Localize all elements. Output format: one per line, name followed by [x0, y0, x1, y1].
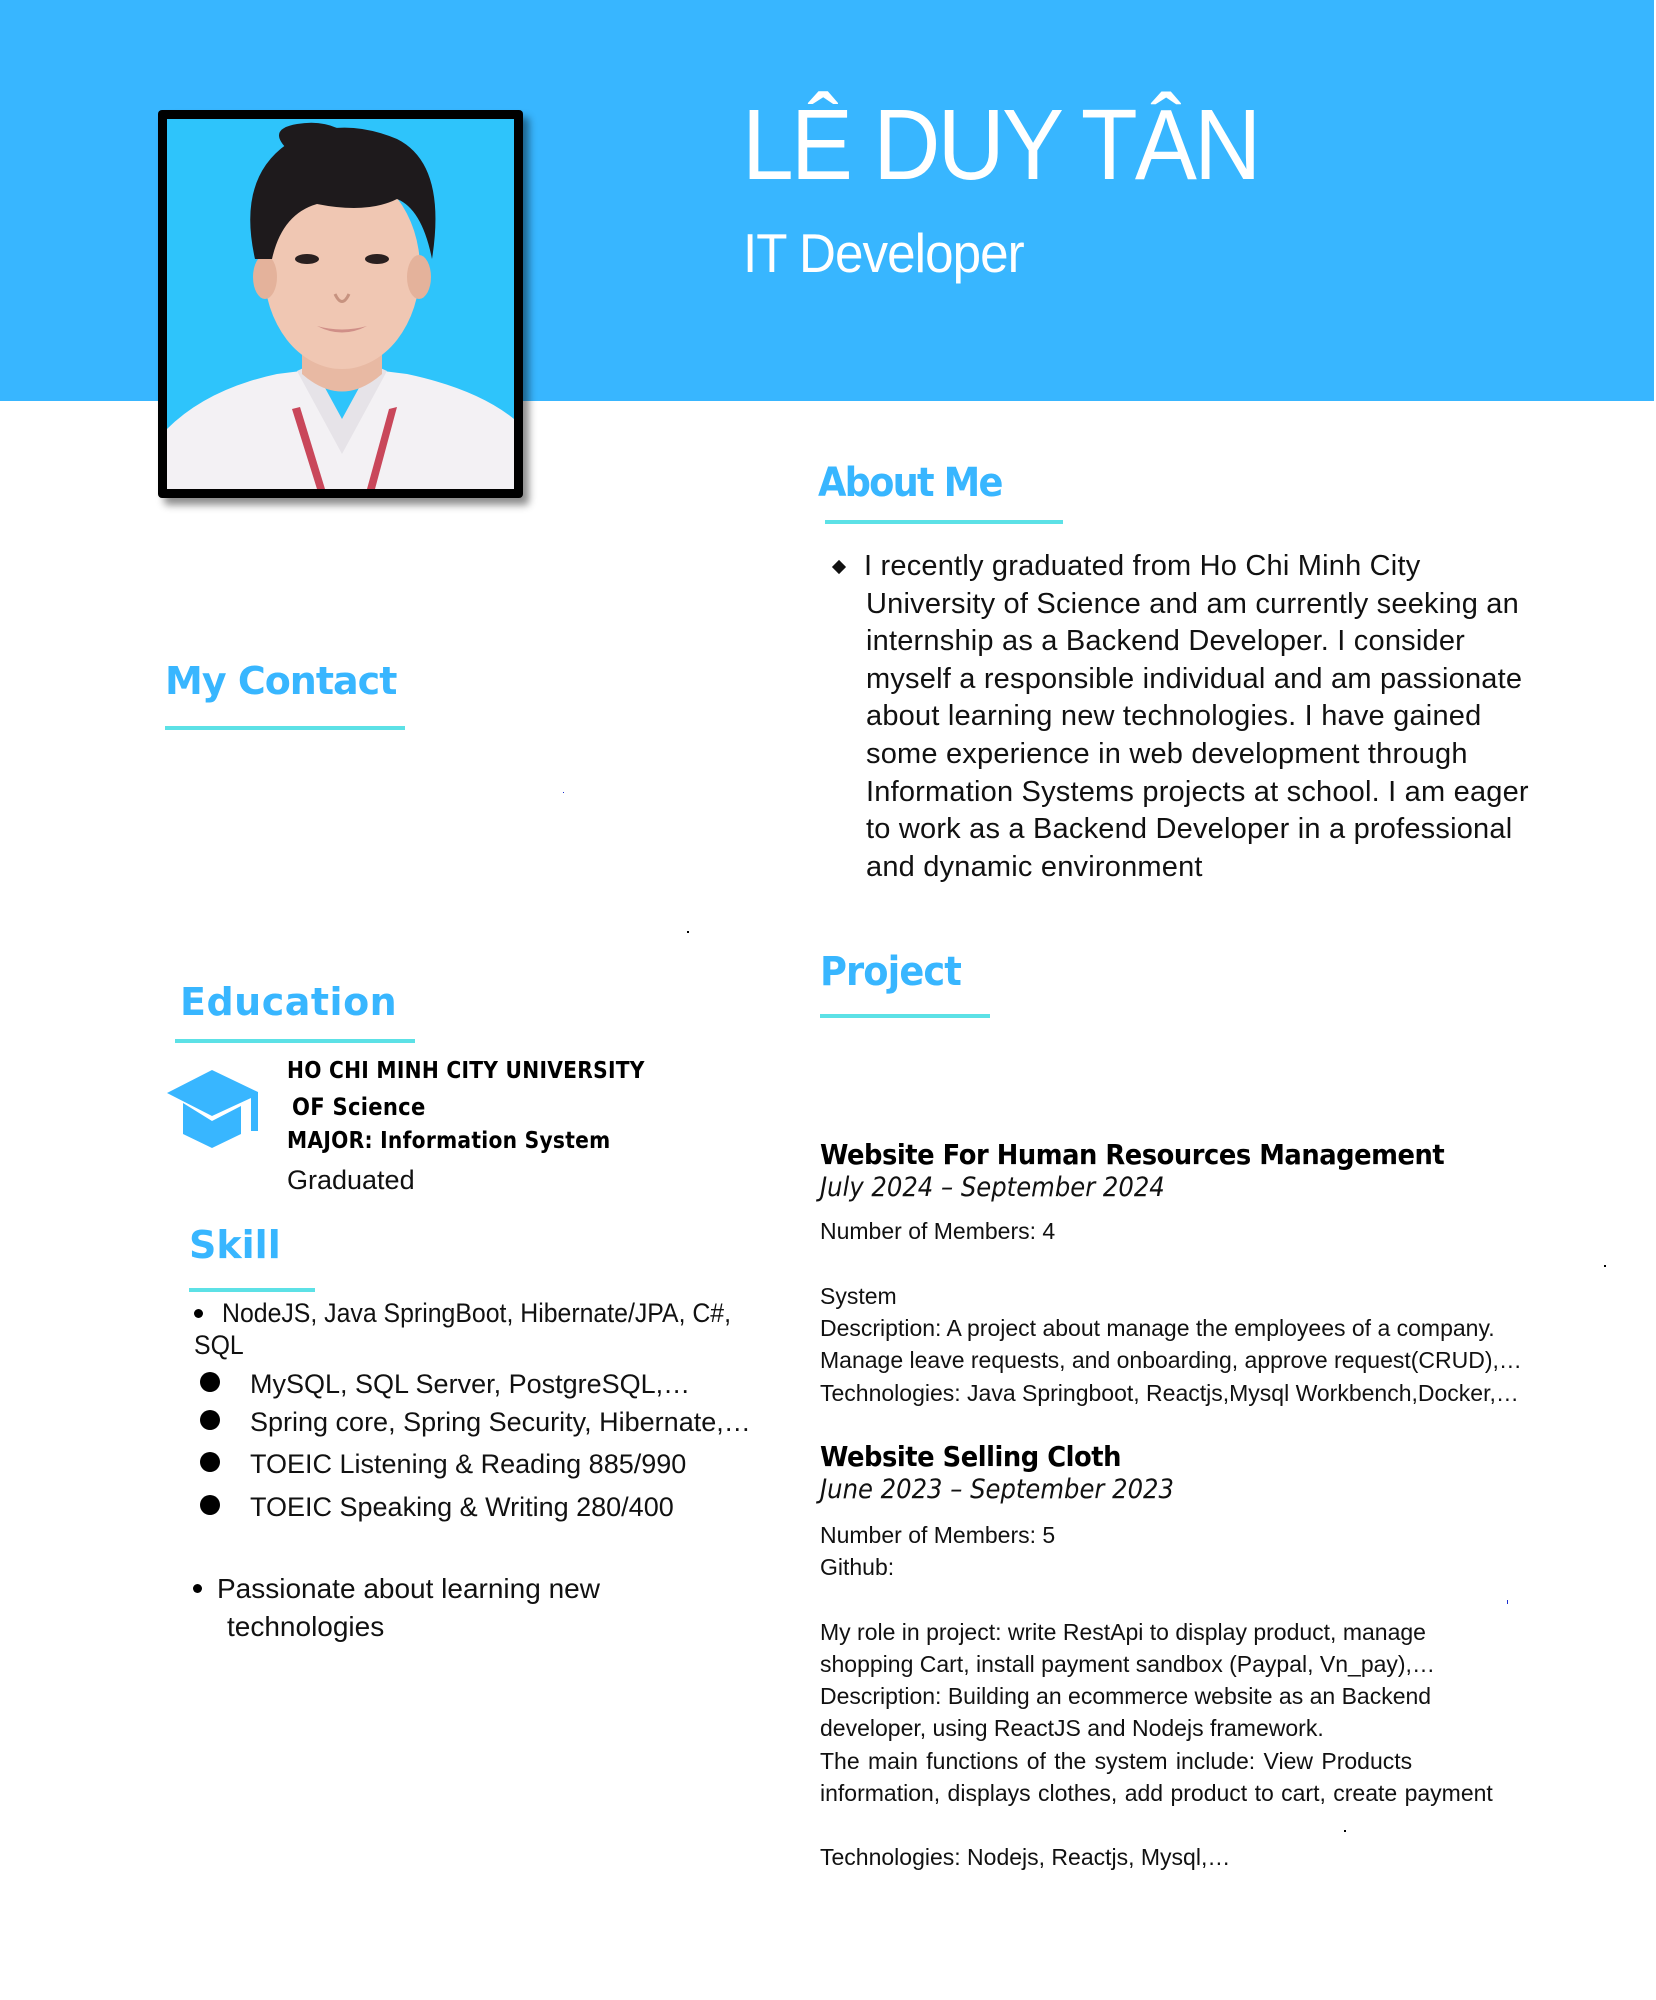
graduation-cap-icon [165, 1068, 260, 1150]
profile-photo [167, 119, 514, 489]
skill-extra: Passionate about learning new [217, 1573, 600, 1604]
graduation-status: Graduated [287, 1165, 415, 1195]
project-date: June 2023 – September 2023 [820, 1474, 1174, 1505]
about-underline [825, 520, 1063, 524]
about-line: to work as a Backend Developer in a professional [866, 813, 1513, 846]
about-heading: About Me [818, 460, 1002, 506]
skill-item: TOEIC Speaking & Writing 280/400 [250, 1492, 674, 1522]
candidate-name: LÊ DUY TÂN [742, 89, 1259, 201]
stray-mark [563, 792, 564, 793]
major: MAJOR: Information System [287, 1128, 611, 1154]
project-detail: My role in project: write RestApi to display product, manage [820, 1619, 1426, 1645]
bullet-icon [200, 1452, 220, 1472]
about-line: internship as a Backend Developer. I consider [866, 625, 1466, 658]
stray-mark [1344, 1830, 1346, 1832]
project-heading: Project [820, 949, 961, 995]
bullet-icon [200, 1495, 220, 1515]
project-detail: information, displays clothes, add product to cart, create payment [820, 1780, 1493, 1806]
project-title: Website For Human Resources Management [820, 1138, 1445, 1171]
bullet-icon [200, 1372, 220, 1392]
project-detail: developer, using ReactJS and Nodejs framework. [820, 1715, 1324, 1741]
about-line: and dynamic environment [866, 850, 1203, 883]
project-title: Website Selling Cloth [820, 1440, 1122, 1473]
school-name-line2: OF Science [292, 1093, 426, 1121]
project-detail: Manage leave requests, and onboarding, approve request(CRUD),… [820, 1347, 1522, 1373]
project-detail: The main functions of the system include: View Products [820, 1748, 1413, 1774]
contact-underline [165, 726, 405, 730]
education-heading: Education [180, 980, 398, 1024]
project-detail: Description: Building an ecommerce website as an Backend [820, 1683, 1432, 1709]
education-underline [175, 1039, 415, 1043]
stray-mark [1507, 1600, 1508, 1604]
skill-extra-continued: technologies [227, 1611, 385, 1642]
skill-heading: Skill [189, 1223, 281, 1267]
skill-item: NodeJS, Java SpringBoot, Hibernate/JPA, C#, [222, 1298, 732, 1328]
project-detail: Description: A project about manage the employees of a company. [820, 1315, 1495, 1341]
bullet-icon [193, 1584, 202, 1593]
person-portrait-icon [167, 119, 514, 489]
project-members: Number of Members: 5 [820, 1522, 1056, 1548]
school-name-line1: HO CHI MINH CITY UNIVERSITY [287, 1058, 645, 1084]
skill-item-continued: SQL [194, 1330, 244, 1360]
project-detail: Technologies: Java Springboot, Reactjs,Mysql Workbench,Docker,… [820, 1380, 1519, 1406]
project-underline [820, 1014, 990, 1018]
profile-photo-frame [158, 110, 523, 498]
skill-underline [189, 1288, 315, 1292]
job-title: IT Developer [743, 222, 1024, 284]
about-line: University of Science and am currently seeking an [866, 587, 1519, 620]
about-line: some experience in web development through [866, 737, 1468, 770]
about-line: I recently graduated from Ho Chi Minh City [864, 550, 1421, 582]
skill-item: TOEIC Listening & Reading 885/990 [250, 1449, 687, 1479]
project-github-label: Github: [820, 1554, 895, 1580]
bullet-icon [200, 1410, 220, 1430]
skill-item: Spring core, Spring Security, Hibernate,… [250, 1407, 751, 1437]
stray-mark [687, 931, 689, 933]
bullet-icon [194, 1309, 203, 1318]
about-line: about learning new technologies. I have gained [866, 700, 1482, 733]
about-paragraph [866, 548, 1626, 886]
skill-item: MySQL, SQL Server, PostgreSQL,… [250, 1369, 691, 1399]
about-bullet-icon [832, 560, 846, 574]
stray-mark [1604, 1265, 1606, 1267]
project-technologies: Technologies: Nodejs, Reactjs, Mysql,… [820, 1844, 1231, 1870]
project-detail: shopping Cart, install payment sandbox (Paypal, Vn_pay),… [820, 1651, 1435, 1677]
project-date: July 2024 – September 2024 [820, 1172, 1165, 1203]
project-detail: System [820, 1283, 897, 1309]
about-line: myself a responsible individual and am passionate [866, 662, 1523, 695]
about-line: Information Systems projects at school. I am eager [866, 775, 1529, 808]
contact-heading: My Contact [165, 659, 397, 703]
project-members: Number of Members: 4 [820, 1218, 1056, 1244]
